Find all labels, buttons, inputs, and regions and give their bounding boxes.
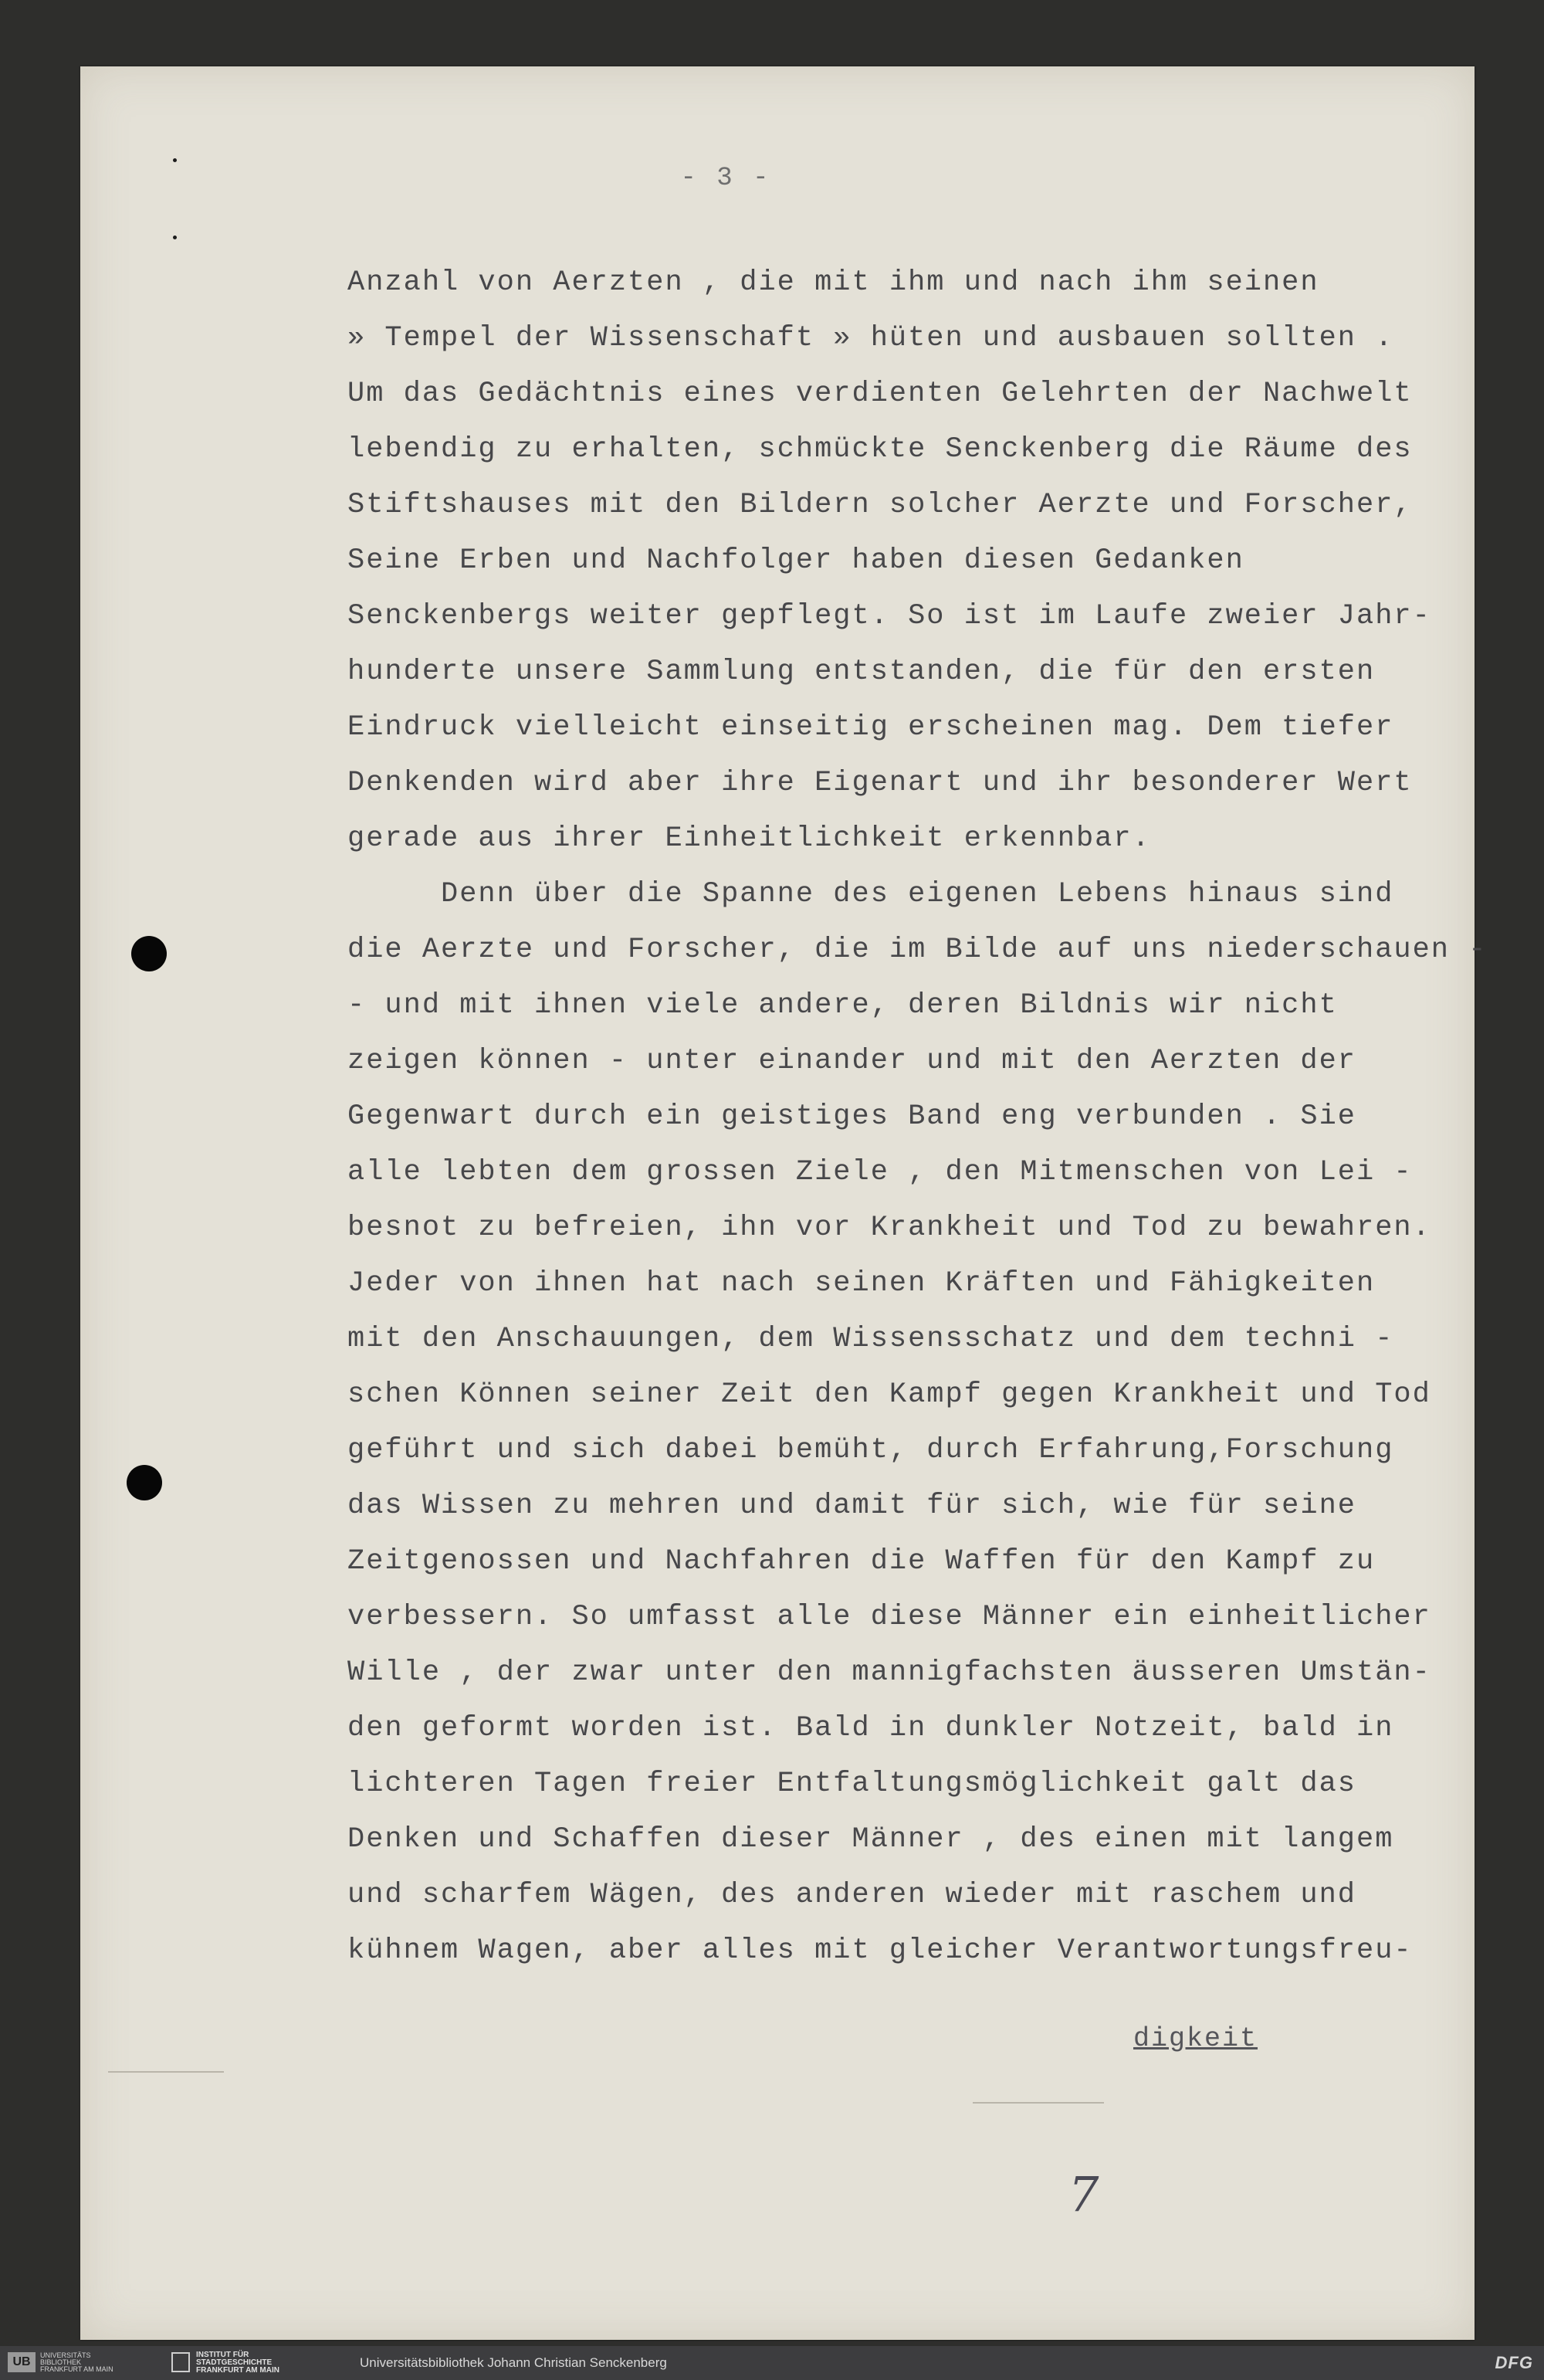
text-line: geführt und sich dabei bemüht, durch Erfahrung,Forschung	[347, 1434, 1394, 1466]
text-line: Jeder von ihnen hat nach seinen Kräften und Fähigkeiten	[347, 1267, 1376, 1300]
text-line: alle lebten dem grossen Ziele , den Mitmenschen von Lei -	[347, 1156, 1413, 1188]
ub-logo-text: UNIVERSITÄTS BIBLIOTHEK FRANKFURT AM MAIN	[40, 2351, 113, 2373]
footer-bar	[0, 2346, 1544, 2380]
text-line: den geformt worden ist. Bald in dunkler Notzeit, bald in	[347, 1712, 1394, 1744]
text-line: lichteren Tagen freier Entfaltungsmöglichkeit galt das	[347, 1768, 1356, 1800]
text-line: - und mit ihnen viele andere, deren Bildnis wir nicht	[347, 989, 1338, 1022]
text-line: und scharfem Wägen, des anderen wieder mit raschem und	[347, 1879, 1356, 1911]
text-line: Eindruck vielleicht einseitig erscheinen mag. Dem tiefer	[347, 711, 1394, 744]
text-line: Zeitgenossen und Nachfahren die Waffen für den Kampf zu	[347, 1545, 1376, 1578]
text-line: besnot zu befreien, ihn vor Krankheit und Tod zu bewahren.	[347, 1212, 1431, 1244]
isg-logo-text: INSTITUT FÜR STADTGESCHICHTE FRANKFURT AM MAIN	[196, 2351, 279, 2375]
text-line: Denken und Schaffen dieser Männer , des einen mit langem	[347, 1823, 1394, 1856]
text-line: das Wissen zu mehren und damit für sich, wie für seine	[347, 1490, 1356, 1522]
text-line: Denkenden wird aber ihre Eigenart und ihr besonderer Wert	[347, 767, 1413, 799]
text-line: Anzahl von Aerzten , die mit ihm und nach ihm seinen	[347, 266, 1319, 299]
text-line: Gegenwart durch ein geistiges Band eng verbunden . Sie	[347, 1100, 1356, 1133]
text-line: die Aerzte und Forscher, die im Bilde auf uns niederschauen -	[347, 934, 1488, 966]
text-line: mit den Anschauungen, dem Wissensschatz und dem techni -	[347, 1323, 1394, 1355]
text-line: schen Können seiner Zeit den Kampf gegen Krankheit und Tod	[347, 1378, 1431, 1411]
faint-mark	[108, 2071, 224, 2073]
text-line: Senckenbergs weiter gepflegt. So ist im Laufe zweier Jahr-	[347, 600, 1431, 632]
text-line: hunderte unsere Sammlung entstanden, die für den ersten	[347, 656, 1376, 688]
text-line: gerade aus ihrer Einheitlichkeit erkennbar.	[347, 822, 1151, 855]
text-line: Seine Erben und Nachfolger haben diesen Gedanken	[347, 544, 1244, 577]
page-number: - 3 -	[680, 164, 771, 193]
text-line: » Tempel der Wissenschaft » hüten und ausbauen sollten .	[347, 322, 1394, 354]
handwritten-folio-number: 7	[1068, 2166, 1099, 2222]
dfg-logo: DFG	[1495, 2353, 1533, 2372]
text-line: Um das Gedächtnis eines verdienten Gelehrten der Nachwelt	[347, 378, 1413, 410]
text-line: Denn über die Spanne des eigenen Lebens hinaus sind	[347, 878, 1394, 910]
margin-mark	[173, 236, 177, 239]
text-line: zeigen können - unter einander und mit den Aerzten der	[347, 1045, 1356, 1077]
text-line: Wille , der zwar unter den mannigfachsten äusseren Umstän-	[347, 1656, 1431, 1689]
text-line: lebendig zu erhalten, schmückte Senckenberg die Räume des	[347, 433, 1413, 466]
ub-logo: UB	[8, 2352, 36, 2372]
punch-hole	[127, 1465, 162, 1500]
eagle-icon	[171, 2352, 190, 2372]
text-line: kühnem Wagen, aber alles mit gleicher Verantwortungsfreu-	[347, 1934, 1413, 1967]
typewritten-body	[347, 255, 1488, 1978]
margin-mark	[173, 158, 177, 162]
faint-mark	[973, 2102, 1104, 2104]
text-line: Stiftshauses mit den Bildern solcher Aerzte und Forscher,	[347, 489, 1413, 521]
punch-hole	[131, 936, 167, 971]
text-line: verbessern. So umfasst alle diese Männer ein einheitlicher	[347, 1601, 1431, 1633]
catchword: digkeit	[1133, 2023, 1258, 2054]
library-name: Universitätsbibliothek Johann Christian Senckenberg	[360, 2355, 667, 2370]
